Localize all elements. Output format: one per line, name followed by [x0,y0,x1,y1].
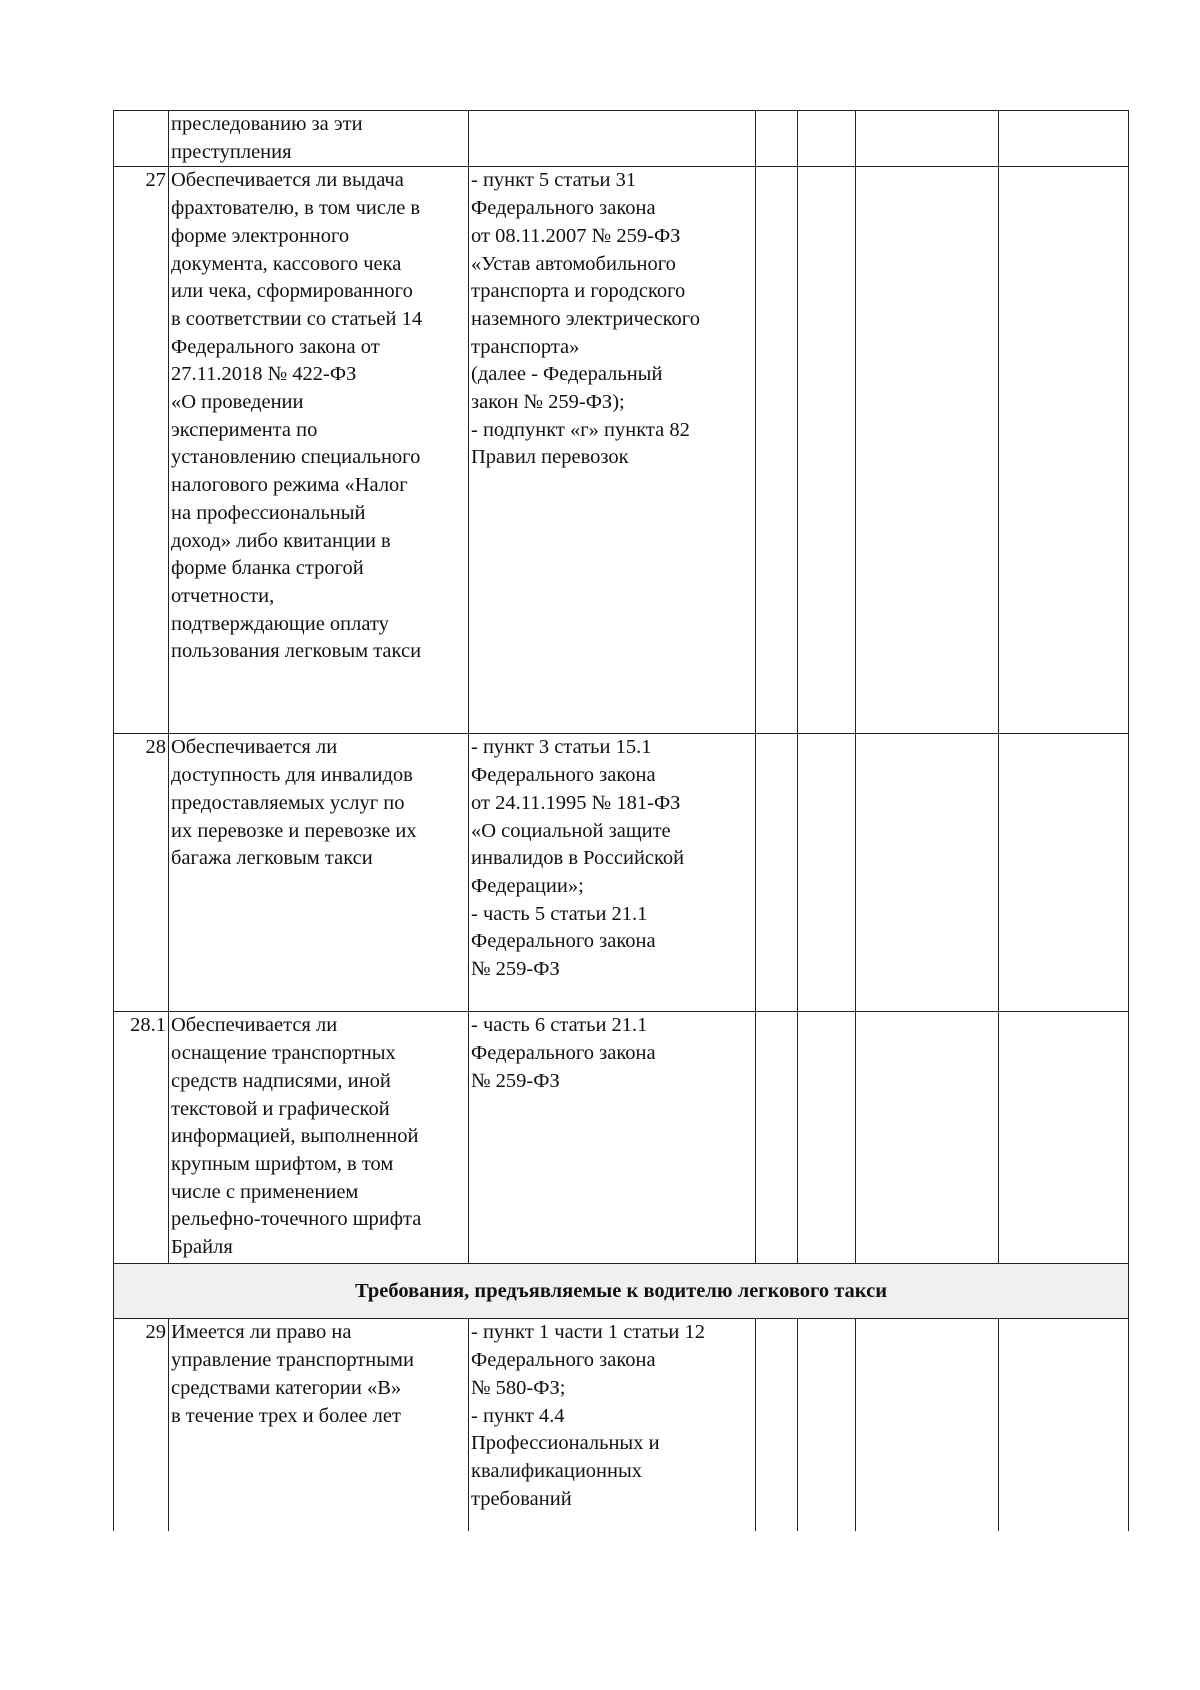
question-text: Обеспечивается ли выдача фрахтователю, в том числе в форме электронного документа, кассового чека или чека, сформированного в соответствии со статьей 14 Федерального закона от 27.11.2018 № 422-ФЗ «О проведении эксперимента по установлению специального налогового режима «Налог на профессиональный доход» либо квитанции в форме бланка строгой отчетности, подтверждающие оплату пользования легковым такси [169,167,469,734]
table-row [114,1319,1129,1531]
answer-yes-cell[interactable] [756,167,798,734]
row-number [114,111,169,167]
answer-no-cell[interactable] [798,111,856,167]
section-header: Требования, предъявляемые к водителю легкового такси [114,1264,1129,1319]
note-cell[interactable] [999,111,1129,167]
row-number: 27 [114,167,169,734]
answer-yes-cell[interactable] [756,111,798,167]
row-number: 28 [114,734,169,1012]
question-text: Обеспечивается ли доступность для инвалидов предоставляемых услуг по их перевозке и перевозке их багажа легковым такси [169,734,469,1012]
legal-basis-text: - пункт 1 части 1 статьи 12 Федерального закона № 580-ФЗ; - пункт 4.4 Профессиональных и квалификационных требований [469,1319,756,1531]
checklist-table [113,110,1129,1531]
answer-not-applicable-cell[interactable] [856,734,999,1012]
question-text: Обеспечивается ли оснащение транспортных средств надписями, иной текстовой и графической информацией, выполненной крупным шрифтом, в том числе с применением рельефно-точечного шрифта Брайля [169,1012,469,1264]
legal-basis-text: - часть 6 статьи 21.1 Федерального закона № 259-ФЗ [469,1012,756,1264]
row-number: 29 [114,1319,169,1531]
row-number: 28.1 [114,1012,169,1264]
table-row [114,734,1129,1012]
legal-basis-text [469,111,756,167]
note-cell[interactable] [999,734,1129,1012]
table-row [114,167,1129,734]
note-cell[interactable] [999,1012,1129,1264]
answer-not-applicable-cell[interactable] [856,1319,999,1531]
question-text: преследованию за эти преступления [169,111,469,167]
answer-yes-cell[interactable] [756,1319,798,1531]
table-row [114,111,1129,167]
section-header-row [114,1264,1129,1319]
question-text: Имеется ли право на управление транспортными средствами категории «В» в течение трех и более лет [169,1319,469,1531]
answer-no-cell[interactable] [798,1012,856,1264]
answer-not-applicable-cell[interactable] [856,111,999,167]
legal-basis-text: - пункт 3 статьи 15.1 Федерального закона от 24.11.1995 № 181-ФЗ «О социальной защите инвалидов в Российской Федерации»; - часть 5 статьи 21.1 Федерального закона № 259-ФЗ [469,734,756,1012]
legal-basis-text: - пункт 5 статьи 31 Федерального закона от 08.11.2007 № 259-ФЗ «Устав автомобильного транспорта и городского наземного электрического транспорта» (далее - Федеральный закон № 259-ФЗ); - подпункт «г» пункта 82 Правил перевозок [469,167,756,734]
answer-no-cell[interactable] [798,1319,856,1531]
answer-yes-cell[interactable] [756,1012,798,1264]
answer-not-applicable-cell[interactable] [856,167,999,734]
answer-yes-cell[interactable] [756,734,798,1012]
answer-not-applicable-cell[interactable] [856,1012,999,1264]
answer-no-cell[interactable] [798,167,856,734]
table-row [114,1012,1129,1264]
note-cell[interactable] [999,167,1129,734]
note-cell[interactable] [999,1319,1129,1531]
answer-no-cell[interactable] [798,734,856,1012]
